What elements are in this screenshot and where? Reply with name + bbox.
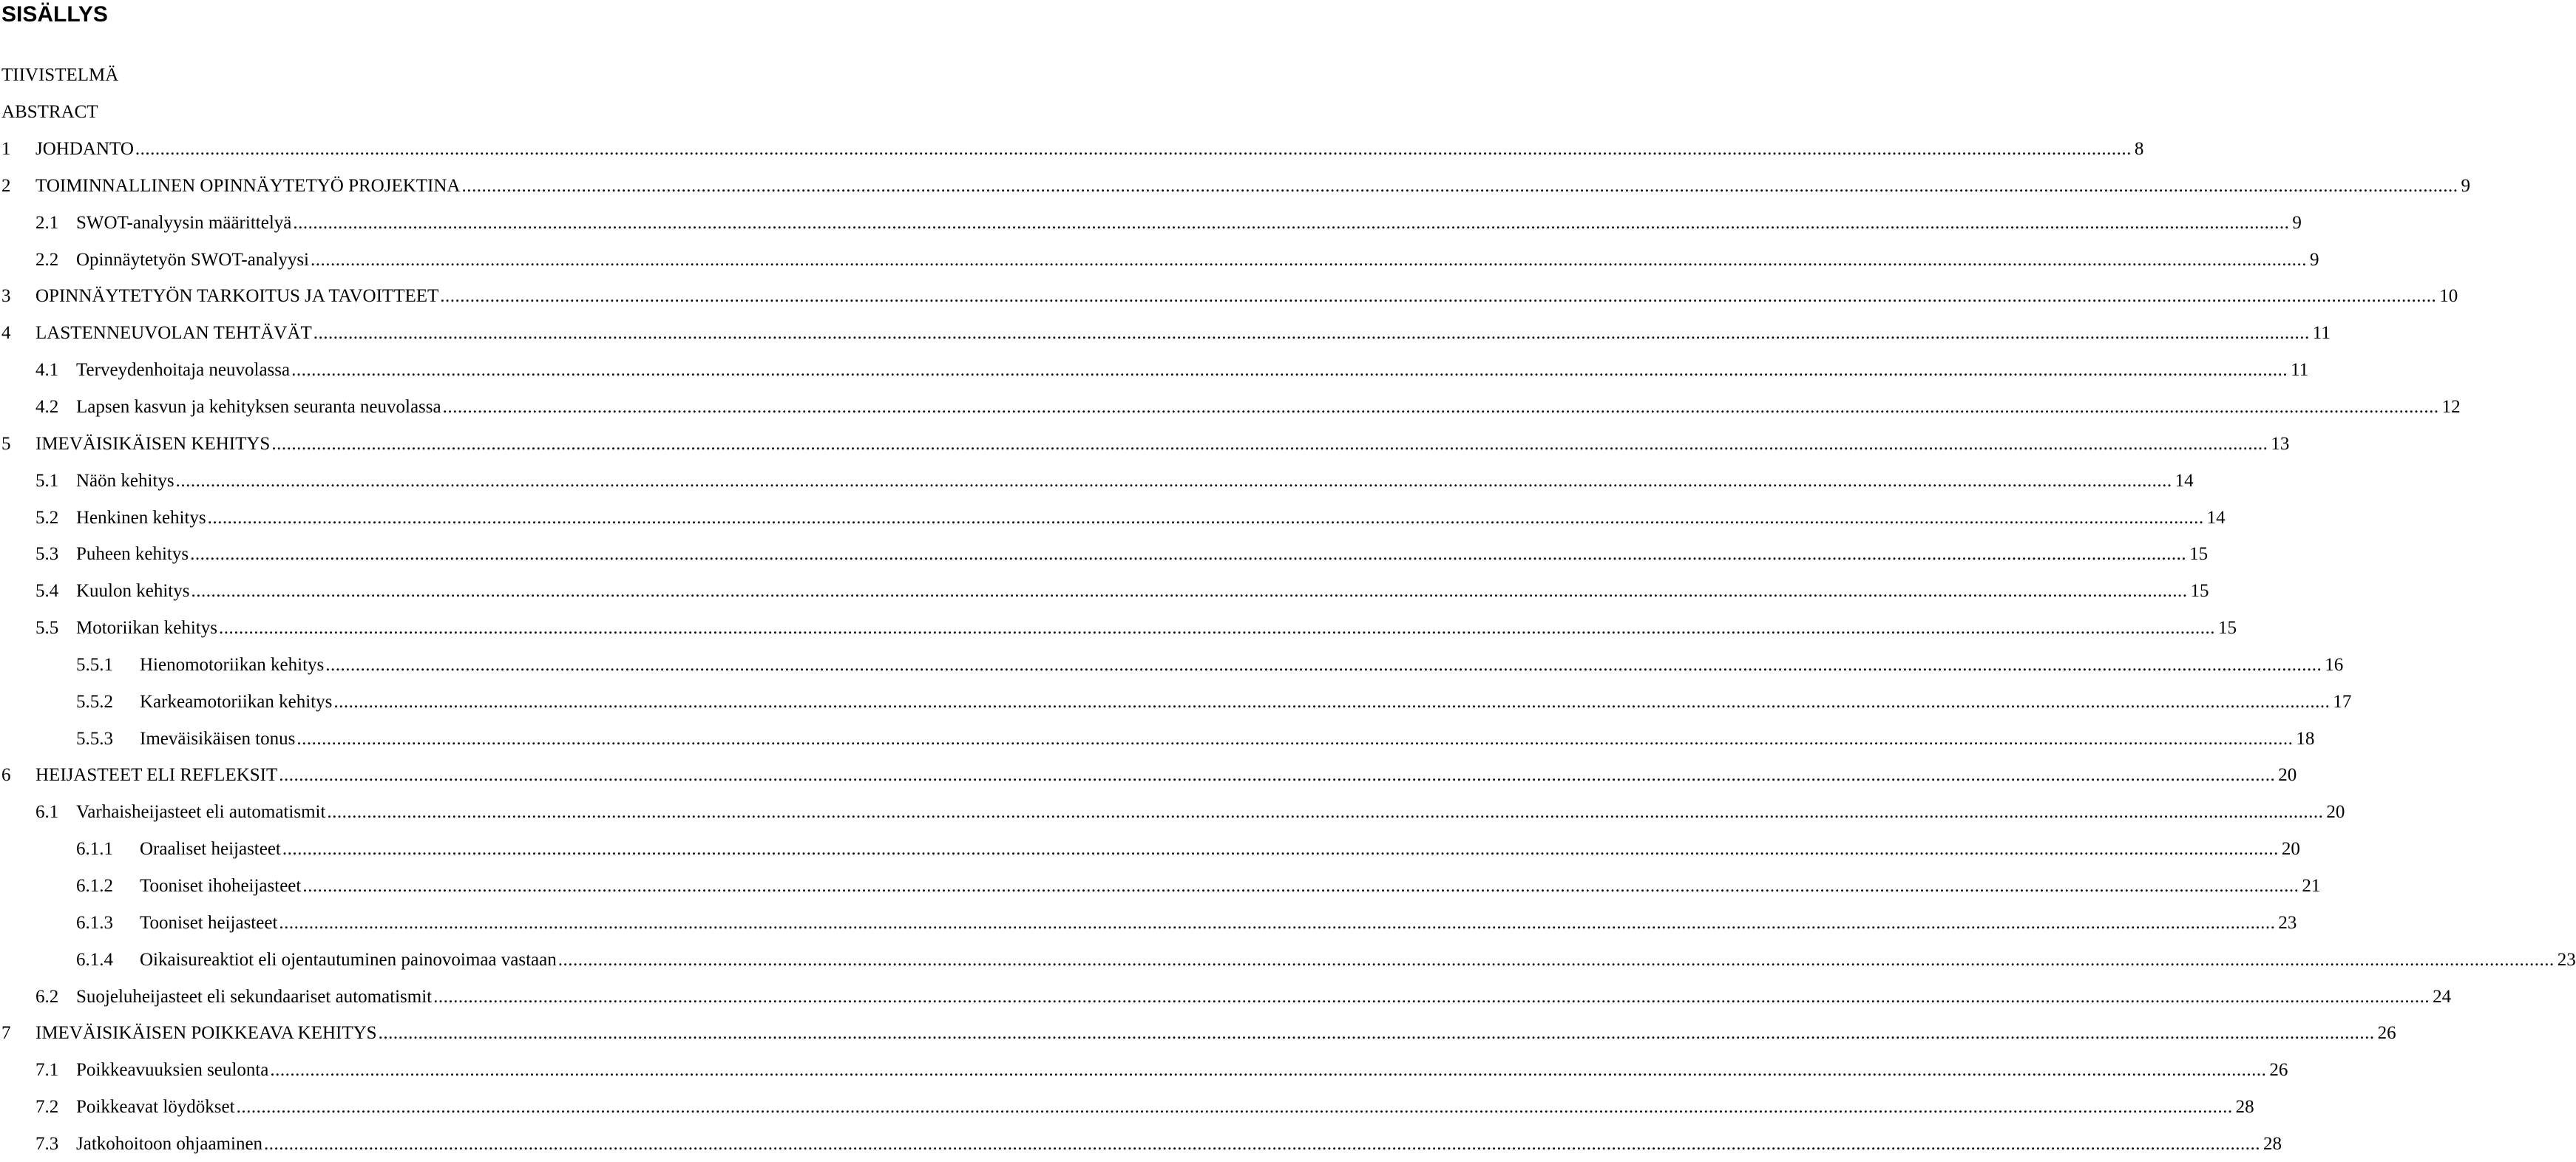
- toc-entry-page: 16: [2325, 655, 2344, 675]
- toc-dot-leader: ................................................................................................................................................................................................................................................................................................................................................................................................................: [236, 1097, 2233, 1117]
- toc-entry-title: HEIJASTEET ELI REFLEKSIT: [35, 765, 278, 785]
- toc-entry[interactable]: [1, 174, 2470, 198]
- toc-entry-page: 17: [2333, 692, 2352, 712]
- toc-dot-leader: ................................................................................................................................................................................................................................................................................................................................................................................................................: [557, 950, 2555, 970]
- toc-entry[interactable]: [1, 322, 2331, 345]
- toc-entry-number: 5.5.1: [76, 655, 113, 675]
- toc-entry-page: 9: [2461, 176, 2470, 196]
- toc-dot-leader: ................................................................................................................................................................................................................................................................................................................................................................................................................: [461, 176, 2458, 196]
- toc-entry[interactable]: [35, 469, 2194, 493]
- toc-dot-leader: ................................................................................................................................................................................................................................................................................................................................................................................................................: [270, 1060, 2267, 1080]
- toc-entry[interactable]: [76, 690, 2352, 714]
- toc-dot-leader: ................................................................................................................................................................................................................................................................................................................................................................................................................: [218, 618, 2215, 638]
- toc-entry-page: 24: [2433, 987, 2452, 1007]
- toc-dot-leader: ................................................................................................................................................................................................................................................................................................................................................................................................................: [271, 434, 2268, 454]
- toc-entry[interactable]: [35, 395, 2461, 419]
- toc-dot-leader: ................................................................................................................................................................................................................................................................................................................................................................................................................: [333, 692, 2331, 712]
- toc-entry-page: 9: [2292, 213, 2302, 233]
- toc-entry-title: SWOT-analyysin määrittelyä: [76, 213, 292, 233]
- toc-entry-number: 5.5.2: [76, 692, 113, 712]
- toc-entry-page: 20: [2278, 765, 2297, 785]
- toc-entry-title: Poikkeavat löydökset: [76, 1097, 235, 1117]
- toc-entry[interactable]: [76, 837, 2300, 861]
- toc-entry-number: 7.2: [35, 1097, 59, 1117]
- toc-entry-number: 7.3: [35, 1134, 59, 1154]
- toc-dot-leader: ................................................................................................................................................................................................................................................................................................................................................................................................................: [433, 987, 2430, 1007]
- toc-entry-page: 11: [2312, 323, 2331, 343]
- toc-entry-number: 6.1.2: [76, 876, 113, 896]
- toc-entry-title: Suojeluheijasteet eli sekundaariset automatismit: [76, 987, 433, 1007]
- toc-dot-leader: ................................................................................................................................................................................................................................................................................................................................................................................................................: [378, 1023, 2375, 1043]
- toc-front-abstract: ABSTRACT: [1, 102, 98, 122]
- toc-dot-leader: ................................................................................................................................................................................................................................................................................................................................................................................................................: [282, 839, 2279, 859]
- toc-entry[interactable]: [35, 580, 2209, 603]
- toc-entry-title: Opinnäytetyön SWOT-analyysi: [76, 250, 310, 270]
- toc-entry[interactable]: [1, 1022, 2396, 1045]
- toc-dot-leader: ................................................................................................................................................................................................................................................................................................................................................................................................................: [190, 544, 2187, 564]
- toc-entry-title: IMEVÄISIKÄISEN KEHITYS: [35, 434, 271, 454]
- toc-entry[interactable]: [1, 285, 2458, 308]
- toc-dot-leader: ................................................................................................................................................................................................................................................................................................................................................................................................................: [264, 1134, 2261, 1154]
- toc-entry-page: 13: [2271, 434, 2290, 454]
- toc-entry-number: 2.2: [35, 250, 59, 270]
- page-title: SISÄLLYS: [1, 2, 108, 27]
- toc-entry-number: 2: [1, 176, 11, 196]
- toc-dot-leader: ................................................................................................................................................................................................................................................................................................................................................................................................................: [207, 508, 2204, 528]
- toc-entry-number: 7.1: [35, 1060, 59, 1080]
- toc-entry-number: 5.4: [35, 581, 59, 601]
- toc-entry-page: 8: [2134, 139, 2144, 159]
- toc-entry[interactable]: [35, 1132, 2282, 1156]
- toc-entry[interactable]: [76, 874, 2321, 898]
- toc-entry-title: Tooniset heijasteet: [140, 913, 278, 933]
- toc-entry-number: 2.1: [35, 213, 59, 233]
- toc-entry[interactable]: [35, 248, 2319, 272]
- toc-entry-page: 14: [2175, 471, 2194, 491]
- toc-entry-title: Poikkeavuuksien seulonta: [76, 1060, 269, 1080]
- toc-entry-title: Oikaisureaktiot eli ojentautuminen painovoimaa vastaan: [140, 950, 557, 970]
- toc-entry-title: Hienomotoriikan kehitys: [140, 655, 325, 675]
- toc-entry-page: 11: [2291, 360, 2309, 380]
- toc-entry-title: Varhaisheijasteet eli automatismit: [76, 802, 326, 822]
- toc-entry-page: 15: [2217, 618, 2237, 638]
- toc-entry-page: 26: [2377, 1023, 2396, 1043]
- toc-entry-title: Henkinen kehitys: [76, 508, 206, 528]
- toc-entry-page: 10: [2439, 286, 2458, 306]
- toc-entry-page: 21: [2302, 876, 2321, 896]
- toc-entry-number: 6.1.1: [76, 839, 113, 859]
- toc-entry[interactable]: [35, 211, 2302, 235]
- toc-entry-number: 4.1: [35, 360, 59, 380]
- toc-dot-leader: ................................................................................................................................................................................................................................................................................................................................................................................................................: [311, 250, 2308, 270]
- toc-entry-number: 5.5.3: [76, 729, 113, 749]
- toc-dot-leader: ................................................................................................................................................................................................................................................................................................................................................................................................................: [313, 323, 2310, 343]
- toc-entry-number: 6.2: [35, 987, 59, 1007]
- toc-entry-title: Lapsen kasvun ja kehityksen seuranta neuvolassa: [76, 397, 441, 417]
- toc-entry-page: 28: [2235, 1097, 2254, 1117]
- toc-entry[interactable]: [35, 1059, 2288, 1082]
- toc-dot-leader: ................................................................................................................................................................................................................................................................................................................................................................................................................: [302, 876, 2299, 896]
- toc-entry-title: Puheen kehitys: [76, 544, 189, 564]
- toc-entry[interactable]: [1, 137, 2144, 161]
- toc-entry-title: Imeväisikäisen tonus: [140, 729, 296, 749]
- toc-entry-number: 7: [1, 1023, 11, 1043]
- toc-entry-number: 6.1.3: [76, 913, 113, 933]
- toc-dot-leader: ................................................................................................................................................................................................................................................................................................................................................................................................................: [279, 765, 2276, 785]
- toc-entry-number: 6.1.4: [76, 950, 113, 970]
- toc-entry-page: 20: [2281, 839, 2300, 859]
- toc-entry[interactable]: [35, 359, 2309, 382]
- toc-entry-title: JOHDANTO: [35, 139, 134, 159]
- toc-entry-title: Näön kehitys: [76, 471, 174, 491]
- toc-entry-title: Karkeamotoriikan kehitys: [140, 692, 333, 712]
- toc-dot-leader: ................................................................................................................................................................................................................................................................................................................................................................................................................: [293, 213, 2290, 233]
- toc-entry-number: 5.5: [35, 618, 59, 638]
- toc-entry-title: IMEVÄISIKÄISEN POIKKEAVA KEHITYS: [35, 1023, 377, 1043]
- toc-entry-number: 1: [1, 139, 11, 159]
- toc-dot-leader: ................................................................................................................................................................................................................................................................................................................................................................................................................: [291, 360, 2288, 380]
- toc-entry[interactable]: [76, 653, 2344, 677]
- toc-entry-number: 5: [1, 434, 11, 454]
- toc-entry-page: 12: [2441, 397, 2461, 417]
- toc-entry-page: 14: [2206, 508, 2226, 528]
- toc-entry-title: TOIMINNALLINEN OPINNÄYTETYÖ PROJEKTINA: [35, 176, 461, 196]
- toc-dot-leader: ................................................................................................................................................................................................................................................................................................................................................................................................................: [175, 471, 2172, 491]
- toc-entry-page: 18: [2296, 729, 2315, 749]
- toc-entry-title: OPINNÄYTETYÖN TARKOITUS JA TAVOITTEET: [35, 286, 439, 306]
- toc-entry[interactable]: [35, 801, 2345, 824]
- toc-entry-page: 23: [2557, 950, 2576, 970]
- toc-entry-number: 5.1: [35, 471, 59, 491]
- toc-entry[interactable]: [76, 727, 2315, 751]
- toc-dot-leader: ................................................................................................................................................................................................................................................................................................................................................................................................................: [296, 729, 2294, 749]
- toc-entry-number: 6: [1, 765, 11, 785]
- toc-entry[interactable]: [76, 911, 2297, 935]
- toc-dot-leader: ................................................................................................................................................................................................................................................................................................................................................................................................................: [440, 286, 2437, 306]
- toc-entry-title: LASTENNEUVOLAN TEHTÄVÄT: [35, 323, 312, 343]
- toc-entry-number: 5.2: [35, 508, 59, 528]
- toc-entry-page: 15: [2190, 581, 2209, 601]
- toc-entry-number: 6.1: [35, 802, 59, 822]
- toc-entry-page: 26: [2269, 1060, 2288, 1080]
- toc-entry-title: Tooniset ihoheijasteet: [140, 876, 302, 896]
- toc-entry[interactable]: [76, 948, 2576, 972]
- toc-dot-leader: ................................................................................................................................................................................................................................................................................................................................................................................................................: [279, 913, 2276, 933]
- toc-entry-number: 4: [1, 323, 11, 343]
- toc-dot-leader: ................................................................................................................................................................................................................................................................................................................................................................................................................: [191, 581, 2188, 601]
- toc-entry-page: 9: [2310, 250, 2319, 270]
- toc-entry-page: 20: [2326, 802, 2345, 822]
- toc-dot-leader: ................................................................................................................................................................................................................................................................................................................................................................................................................: [135, 139, 2132, 159]
- toc-entry-page: 23: [2278, 913, 2297, 933]
- toc-entry[interactable]: [35, 616, 2237, 640]
- toc-entry-title: Motoriikan kehitys: [76, 618, 217, 638]
- toc-entry-title: Kuulon kehitys: [76, 581, 190, 601]
- toc-entry-title: Oraaliset heijasteet: [140, 839, 281, 859]
- toc-entry-number: 4.2: [35, 397, 59, 417]
- toc-entry-title: Jatkohoitoon ohjaaminen: [76, 1134, 263, 1154]
- toc-entry[interactable]: [1, 432, 2290, 456]
- toc-front-tiivistelma: TIIVISTELMÄ: [1, 65, 119, 85]
- toc-entry-title: Terveydenhoitaja neuvolassa: [76, 360, 291, 380]
- toc-dot-leader: ................................................................................................................................................................................................................................................................................................................................................................................................................: [442, 397, 2439, 417]
- toc-entry-page: 15: [2189, 544, 2209, 564]
- toc-entry-number: 3: [1, 286, 11, 306]
- toc-entry[interactable]: [35, 985, 2452, 1009]
- toc-entry-number: 5.3: [35, 544, 59, 564]
- toc-entry[interactable]: [35, 1095, 2254, 1119]
- toc-dot-leader: ................................................................................................................................................................................................................................................................................................................................................................................................................: [327, 802, 2324, 822]
- toc-entry[interactable]: [35, 543, 2209, 566]
- toc-entry[interactable]: [35, 506, 2226, 530]
- toc-dot-leader: ................................................................................................................................................................................................................................................................................................................................................................................................................: [325, 655, 2322, 675]
- toc-entry[interactable]: [1, 764, 2297, 787]
- toc-entry-page: 28: [2263, 1134, 2282, 1154]
